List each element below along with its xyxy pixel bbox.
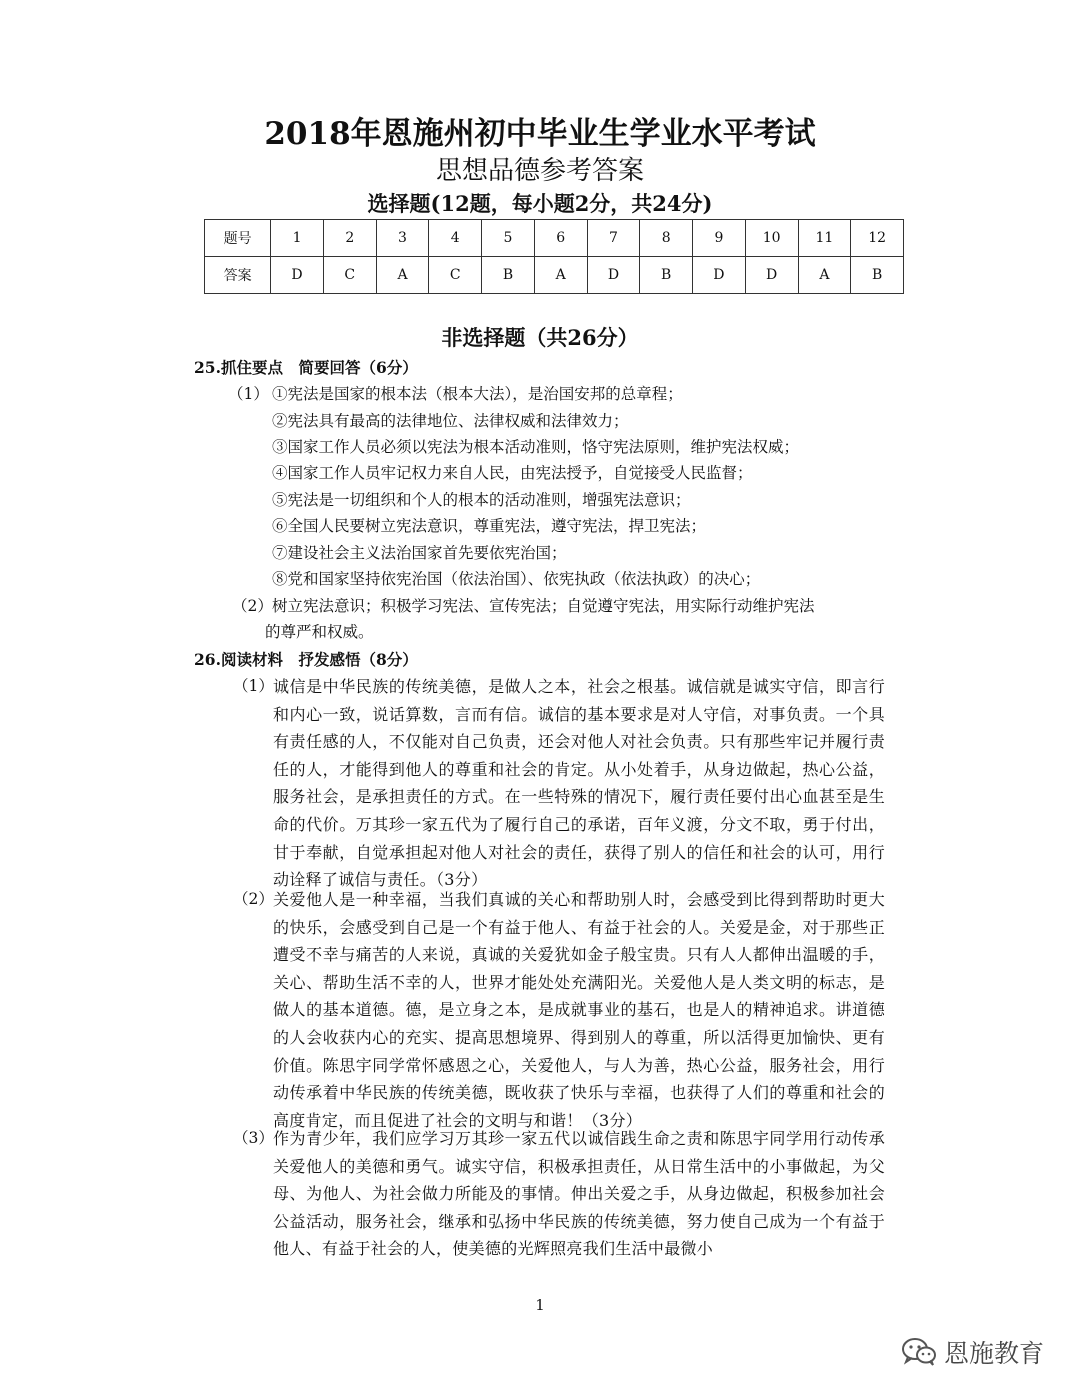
answer-table	[204, 219, 904, 294]
q25-item: ①宪法是国家的根本法（根本大法），是治国安邦的总章程；	[272, 385, 683, 403]
answer-cell: B	[851, 257, 904, 294]
answer-cell: D	[271, 257, 324, 294]
answer-cell: D	[587, 257, 640, 294]
wechat-icon	[900, 1336, 938, 1368]
row-label-answer: 答案	[205, 257, 271, 294]
document-subtitle: 思想品德参考答案	[435, 156, 644, 186]
answer-cell: D	[745, 257, 798, 294]
answer-cell: B	[482, 257, 535, 294]
page-number: 1	[535, 1296, 545, 1314]
q26-part3-paragraph: 作为青少年，我们应学习万其珍一家五代以诚信践生命之责和陈思宇同学用行动传承关爱他人的美德和勇气。诚实守信，积极承担责任，从日常生活中的小事做起，为父母、为他人、为社会做力所能及的事情。伸出关爱之手，从身边做起，积极参加社会公益活动，服务社会，继承和弘扬中华民族的传统美德，努力使自己成为一个有益于他人、有益于社会的人，使美德的光辉照亮我们生活中最微小	[273, 1129, 885, 1259]
answer-cell: A	[798, 257, 851, 294]
watermark-text: 恩施教育	[944, 1339, 1045, 1368]
q25-item: ⑤宪法是一切组织和个人的根本的活动准则，增强宪法意识；	[272, 491, 691, 509]
question-number-cell: 3	[376, 220, 429, 257]
q25-item: ⑥全国人民要树立宪法意识，尊重宪法，遵守宪法，捍卫宪法；	[272, 517, 707, 535]
q25-part1-label: （1）	[228, 385, 269, 403]
answer-cell: C	[323, 257, 376, 294]
answer-cell: A	[376, 257, 429, 294]
question-number-cell: 2	[323, 220, 376, 257]
question-number-cell: 7	[587, 220, 640, 257]
answer-cell: C	[429, 257, 482, 294]
q26-part2-paragraph: 关爱他人是一种幸福，当我们真诚的关心和帮助别人时，会感受到比得到帮助时更大的快乐，会感受到自己是一个有益于他人、有益于社会的人。关爱是金，对于那些正遭受不幸与痛苦的人来说，真诚的关爱犹如金子般宝贵。只有人人都伸出温暖的手，关心、帮助生活不幸的人，世界才能处处充满阳光。关爱他人是人类文明的标志，是做人的基本道德。德，是立身之本，是成就事业的基石，也是人的精神追求。讲道德的人会收获内心的充实、提高思想境界、得到别人的尊重，所以活得更加愉快、更有价值。陈思宇同学常怀感恩之心，关爱他人，与人为善，热心公益，服务社会，用行动传承着中华民族的传统美德，既收获了快乐与幸福，也获得了人们的尊重和社会的高度肯定，而且促进了社会的文明与和谐！（3分）	[273, 890, 885, 1130]
watermark	[900, 1334, 1044, 1370]
q26-part1-label: （1）	[233, 677, 274, 695]
answer-row	[205, 257, 904, 294]
q25-item: ③国家工作人员必须以宪法为根本活动准则，恪守宪法原则，维护宪法权威；	[272, 438, 800, 456]
question-number-cell: 5	[482, 220, 535, 257]
non-choice-heading: 非选择题（共26分）	[441, 325, 639, 350]
q25-heading: 25.抓住要点 简要回答（6分）	[194, 358, 418, 377]
q25-item: ④国家工作人员牢记权力来自人民，由宪法授予，自觉接受人民监督；	[272, 464, 753, 482]
question-number-cell: 6	[534, 220, 587, 257]
q25-part2-label: （2）	[232, 597, 273, 615]
q26-heading: 26.阅读材料 抒发感悟（8分）	[194, 650, 418, 669]
question-number-cell: 12	[851, 220, 904, 257]
question-number-cell: 11	[798, 220, 851, 257]
multiple-choice-heading: 选择题(12题，每小题2分，共24分)	[367, 191, 713, 216]
question-number-cell: 1	[271, 220, 324, 257]
q25-part2-line: 树立宪法意识；积极学习宪法、宣传宪法；自觉遵守宪法，用实际行动维护宪法	[272, 597, 815, 615]
answer-cell: A	[534, 257, 587, 294]
row-label-question: 题号	[205, 220, 271, 257]
q25-item: ②宪法具有最高的法律地位、法律权威和法律效力；	[272, 412, 629, 430]
answer-cell: B	[640, 257, 693, 294]
question-number-row	[205, 220, 904, 257]
q26-part1-paragraph: 诚信是中华民族的传统美德，是做人之本，社会之根基。诚信就是诚实守信，即言行和内心一致，说话算数，言而有信。诚信的基本要求是对人守信，对事负责。一个具有责任感的人，不仅能对自己负责，还会对他人对社会负责。只有那些牢记并履行责任的人，才能得到他人的尊重和社会的肯定。从小处着手，从身边做起，热心公益，服务社会，是承担责任的方式。在一些特殊的情况下，履行责任要付出心血甚至是生命的代价。万其珍一家五代为了履行自己的承诺，百年义渡，分文不取，勇于付出，甘于奉献，自觉承担起对他人对社会的责任，获得了别人的信任和社会的认可，用行动诠释了诚信与责任。（3分）	[273, 677, 885, 890]
question-number-cell: 9	[693, 220, 746, 257]
document-title: 2018年恩施州初中毕业生学业水平考试	[264, 116, 816, 152]
q25-item: ⑧党和国家坚持依宪治国（依法治国）、依宪执政（依法执政）的决心；	[272, 570, 761, 588]
question-number-cell: 8	[640, 220, 693, 257]
q25-item: ⑦建设社会主义法治国家首先要依宪治国；	[272, 544, 567, 562]
answer-cell: D	[693, 257, 746, 294]
question-number-cell: 4	[429, 220, 482, 257]
q25-part2-line: 的尊严和权威。	[265, 623, 374, 641]
q26-part3-label: （3）	[233, 1129, 274, 1147]
q26-part2-label: （2）	[233, 890, 274, 908]
question-number-cell: 10	[745, 220, 798, 257]
